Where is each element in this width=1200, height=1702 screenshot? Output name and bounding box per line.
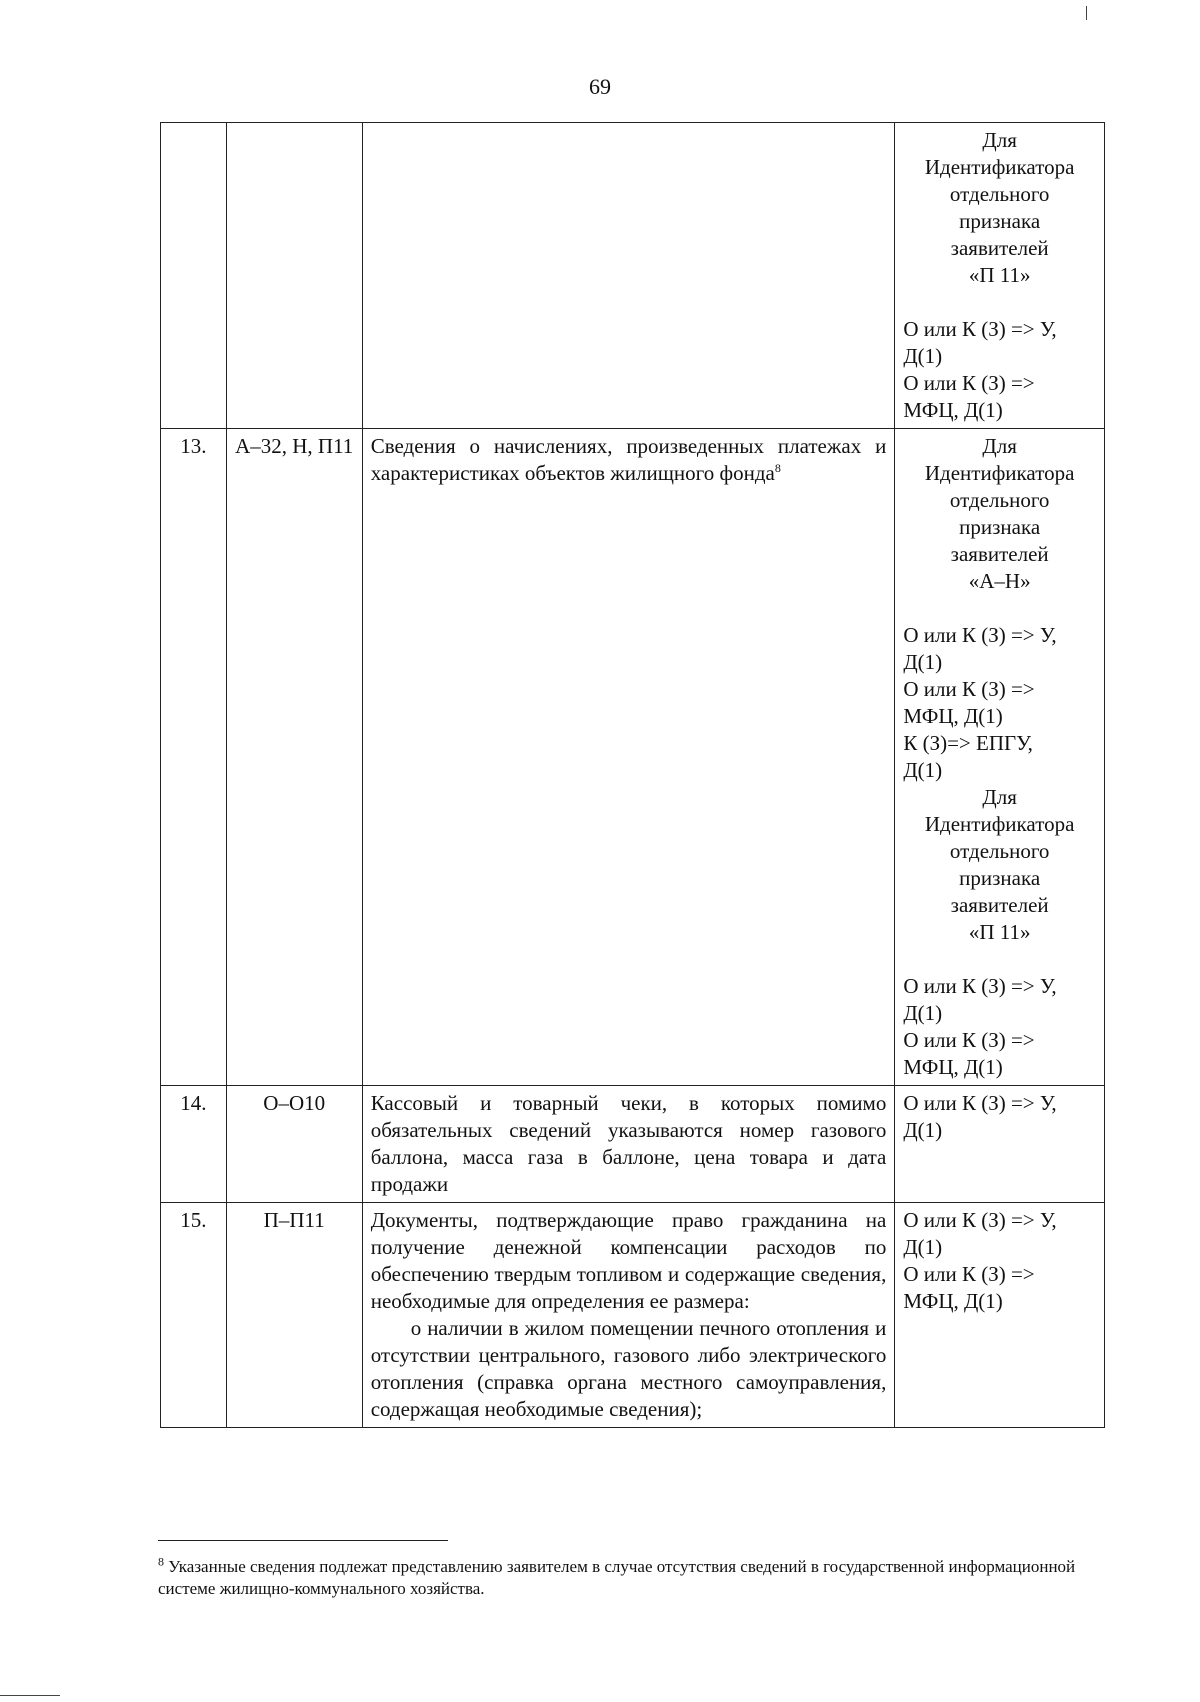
table-row-continuation (161, 123, 1105, 429)
row-description-continuation: о наличии в жилом помещении печного отопления и отсутствии центрального, газового либо электрического отопления (справка органа местного самоуправления, содержащая необходимые сведения); (370, 1316, 887, 1421)
row-code: П–П11 (226, 1203, 362, 1428)
row-description (362, 123, 895, 429)
footnote-ref: 8 (774, 461, 781, 475)
scan-mark (0, 1695, 60, 1696)
row-code: А–32, Н, П11 (226, 429, 362, 1086)
identifier-heading: Для Идентификатора отдельного признака заявителей «А–Н» (924, 434, 1075, 593)
table-row-14 (161, 1086, 1105, 1203)
identifier-block (903, 784, 1096, 1081)
row-mode-cell: О или К (З) => У, Д(1) (895, 1086, 1105, 1203)
row-description: Документы, подтверждающие право гражданина на получение денежной компенсации расходов по обеспечению твердым топливом и содержащие сведения, необходимые для определения ее размера: о наличии в жилом помещении печного отопления и отсутствии центрального, газового либо электрического отопления (справка органа местного самоуправления, содержащая необходимые сведения); (362, 1203, 895, 1428)
row-description: Сведения о начислениях, произведенных платежах и характеристиках объектов жилищного фонда$^8$ (362, 429, 895, 1086)
row-description: Кассовый и товарный чеки, в которых помимо обязательных сведений указываются номер газового баллона, масса газа в баллоне, цена товара и дата продажи (362, 1086, 895, 1203)
table-row-15 (161, 1203, 1105, 1428)
footnote (158, 1556, 1108, 1600)
row-code: О–О10 (226, 1086, 362, 1203)
row-code (226, 123, 362, 429)
footnote-text: Указанные сведения подлежат представлению заявителем в случае отсутствия сведений в государственной информационной системе жилищно-коммунального хозяйства. (158, 1557, 1076, 1598)
page-number: 69 (589, 74, 611, 99)
row-number: 15. (161, 1203, 227, 1428)
row-mode-cell (895, 429, 1105, 1086)
row-mode-cell: О или К (З) => У, Д(1) О или К (З) => МФЦ, Д(1) (895, 1203, 1105, 1428)
row-number (161, 123, 227, 429)
document-table (160, 122, 1105, 1428)
row-mode-cell (895, 123, 1105, 429)
row-number: 14. (161, 1086, 227, 1203)
identifier-block (903, 433, 1096, 784)
identifier-heading: Для Идентификатора отдельного признака заявителей «П 11» (924, 128, 1075, 287)
submission-modes: О или К (З) => У, Д(1) О или К (З) => МФЦ, Д(1) (903, 974, 1057, 1079)
identifier-block (903, 127, 1096, 424)
submission-modes: О или К (З) => У, Д(1) О или К (З) => МФЦ, Д(1) К (З)=> ЕПГУ, Д(1) (903, 623, 1057, 782)
footnote-divider (158, 1540, 448, 1541)
footnote-marker: 8 (158, 1554, 164, 1569)
scan-mark (1086, 6, 1087, 20)
identifier-heading: Для Идентификатора отдельного признака заявителей «П 11» (924, 785, 1075, 944)
submission-modes: О или К (З) => У, Д(1) О или К (З) => МФЦ, Д(1) (903, 317, 1057, 422)
table-row-13 (161, 429, 1105, 1086)
row-number: 13. (161, 429, 227, 1086)
